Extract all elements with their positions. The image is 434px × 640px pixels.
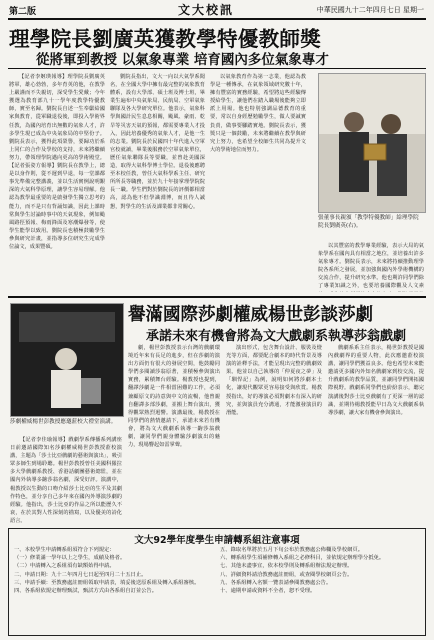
notice-list-right: [220, 546, 420, 595]
masthead: 文大校訊: [178, 3, 235, 17]
notice-item: 五、錄取名單將於五月下旬公布於教務處公佈欄及學校網頁。: [220, 547, 364, 553]
story1-column-mid-text: 劉院長指出，文大一向以大氣學系聞名，在全國大學中擁有最完整的氣象教育體系，設有大學部、碩士班及博士班，畢業生遍布中央氣象局、民航局、空軍氣象聯隊及各大學研究單位。他表示，氣象科學與國計民生息息相關，颱風、豪雨、乾旱等災害天氣的預報，都需要專業人才投入，因此培養優秀的氣象人才，是他一生的志業。劉院長於民國四十年代進入空軍官校就讀，畢業後服務於空軍氣象單位，歷任氣象聯隊長等要職，並曾赴美國深造，取得大氣科學博士學位。退役後應聘至本校任教，曾任大氣科學系主任、研究所所長等職務，並於九十年接掌理學院院長一職。學生們對於劉院長的評價都相當高，認為他不但學識淵博，而且待人誠懇，對學生的生活及課業都非常關心。: [110, 74, 205, 210]
notice-item: 九、各系組轉入名額一覽表請參閱教務處公告。: [220, 579, 332, 586]
story2-photo-caption: 莎劇權威楊世彭教授應邀蒞校大禮堂演講。: [10, 419, 117, 425]
notice-item: 八、詳細資料請洽教務處註冊組，或查閱學校網頁公告。: [220, 571, 353, 578]
issue-date: 中華民國九十二年四月七日 星期一: [316, 6, 424, 14]
award-photo-illustration: [319, 74, 425, 212]
story2-headline: 譽滿國際莎劇權威楊世彭談莎劇: [128, 305, 373, 325]
notice-item: 一、本校學生申請轉系組須符合下列規定：: [14, 547, 115, 553]
story1-rule: [8, 68, 426, 69]
notice-list-left: [14, 546, 214, 595]
notice-item: （一）修業滿一學年以上之學生，成績及格者。: [14, 555, 126, 562]
story2-top-rule: [8, 296, 426, 298]
notice-item: 十、逾期申請或資料不全者，恕不受理。: [220, 588, 316, 595]
story1-photo: [318, 73, 426, 213]
notice-item: 七、其他未盡事宜，依本校學則及轉系組辦法規定辦理。: [220, 563, 353, 570]
story1-column-far-text: 以其豐富的教學專業經驗，表示大局的氣象學系在國內具有相當之地位，並培養出許多氣象專才。劉院長表示，未來將持續推動理學院各系所之發展，並加強與國內外學術機構的交流合作，提升研究水準。他也期許同學們除了專業知識之外，也要培養國際觀及人文素: [318, 243, 424, 290]
story2-column-left-text: 【記者李佳瑜報導】戲劇學系傳播系列講座日前邀請國際知名莎劇權威楊世彭教授蒞校演講，主題為「莎士比亞戲劇的藝術與演出」，吸引眾多師生到場聆聽。楊世彭教授曾任美國科羅拉多大學戲劇系教授、香港話劇團藝術總監，並在國內外執導多齣莎翁名劇，深受好評。演講中，楊教授以生動的口吻介紹莎士比亞的生平及其劇作特色，並分享自己多年來在國內外導演莎劇的經驗。他指出，莎士比亞的作品之所以能歷久不衰，在於其對人性深刻的描寫，以及優美的詩化語言。: [10, 437, 122, 524]
story2-column-mid: [128, 344, 220, 524]
story2-column-far-text: 戲劇系系主任表示，楊世彭教授是國內戲劇界的重要人物，此次應邀蒞校演講，讓同學們獲益良多。他也希望未來能邀請更多國內外知名戲劇家到校交流，提升戲劇系的教學品質，並讓同學們開拓國際視野。戲劇系同學們也紛紛表示，聽完演講後對莎士比亞戲劇有了更深一層的認識，並期待楊教授能早日為文大戲劇系執導莎劇，讓大家有機會參與演出。: [328, 345, 424, 416]
story2-subheadline: 承諾未來有機會將為文大戲劇系執導莎翁戲劇: [146, 329, 407, 344]
story2-photo: [10, 303, 124, 417]
notice-item: 三、申請手續：至教務處註冊組領取申請表，填妥後送原系組及轉入系組審核。: [14, 579, 200, 586]
story2-column-left: [10, 436, 122, 524]
story2-column-right-text: 演出形式，包含舞台設計、服裝及燈光等方面，都要配合劇本的時代背景及導演的詮釋手法，才能呈現出完整的戲劇效果。他並以自己執導的「仲夏夜之夢」及「馴悍記」為例，說明如何將莎劇本土化，讓現代觀眾更容易接受與欣賞。楊教授指出，好的導演必須對劇本有深入的研究，並與演員充分溝通，才能激發演員的潛能。: [226, 345, 322, 416]
story1-column-far: [318, 242, 424, 292]
story2-column-far: [328, 344, 424, 524]
story1-photo-caption: 張董事長親頒「教學特優教師」給理學院院長劉廣英(右)。: [318, 215, 419, 229]
story2-column-mid-text: 劇，楊世彭教授表示台灣的戲劇環境近年來有長足的進步，但在莎劇的演出方面仍有很大的發展空間，他鼓勵同學們多閱讀莎翁原著，並積極參與演出實務，累積舞台經驗。楊教授也提到，翻譯莎劇是一件相當困難的工作，必須兼顧原文的詩意與中文的流暢，他曾親自翻譯多部莎劇，並搬上舞台演出，獲得觀眾熱烈迴響。演講最後，楊教授在同學們的熱情邀請下，承諾未來若有機會，將為文大戲劇系執導一齣莎翁戲劇，讓同學們親身體驗莎劇演出的魅力，現場響起如雷掌聲。: [128, 345, 220, 449]
notice-item: 六、轉系組學生須補修轉入系組之必修科目，並依規定辦理學分抵免。: [220, 555, 385, 562]
notice-title: 文大92學年度學生申請轉系組注意事項: [134, 535, 300, 546]
story2-column-right: [226, 344, 322, 524]
story1-column-left-text: 【記者李姬瑛報導】理學院長劉廣英將軍，雄心勃勃，多年育英的他，在教學上嚴謹而不失親切，深受學生愛戴；今年獲選為教育部九十一學年度教學特優教師，實至名歸。劉院長自述一生奉獻給國家與教育，從軍職退役後，即投入學術界任教，為國內培育出無數的氣象人才，許多學生現已成為中央氣象局的中堅份子。劉院長表示，獲得此項榮譽，要歸功於系上同仁的合作及學校的支持，未來將繼續努力，帶領理學院邁向更高的學術殿堂。【記者張姿方報導】劉院長在教學上，總是以身作則，從不遲到早退，每一堂課都事先準備完整講義，並以生活實例說明艱深的大氣科學原理，讓學生容易理解。他認為教學最重要的是啟發學生獨立思考的能力，而不是只有背誦知識，因此上課時常與學生討論時事中的天氣現象，例如颱風路徑預報、梅雨鋒面及寒潮爆發等，使學生能學以致用。劉院長也積極鼓勵學生參與研究計畫，並指導多位研究生完成學位論文，成果豐碩。: [9, 74, 105, 250]
story1-subheadline: 從將軍到教授 以氣象專業 培育國內多位氣象專才: [36, 52, 329, 68]
story1-headline: 理學院長劉廣英獲教學特優教師獎: [9, 27, 321, 51]
header-rule: [8, 18, 426, 20]
lecture-photo-illustration: [11, 304, 123, 416]
story1-column-left: [9, 73, 105, 291]
notice-item: 二、申請日期：九十二年四月七日起至四月二十五日止。: [14, 571, 147, 578]
story1-column-right-text: 以氣象教育作為第一志業，他認為教學是一種傳承，在氣象領域研究數十年，擁有豐富的實務經驗，希望將這些經驗傳授給學生，讓他們在踏入職場後能夠立即派上用場。他也特別強調品德教育的重要，常以自身經歷勉勵學生，做人要誠實負責，做事要腳踏實地。劉院長表示，獲獎只是一個鼓勵，未來將繼續在教學與研究上努力，也希望全校師生共同為提升文大的學術地位而努力。: [210, 74, 306, 153]
edition-label: 第二版: [9, 7, 37, 17]
story1-column-mid: [110, 73, 205, 291]
notice-item: （二）申請轉入之系組須有缺額始得申請。: [14, 563, 115, 570]
story1-column-right: [210, 73, 306, 291]
notice-item: 四、各系組依規定辦理甄試，甄試方式由各系組自訂並公告。: [14, 588, 158, 595]
